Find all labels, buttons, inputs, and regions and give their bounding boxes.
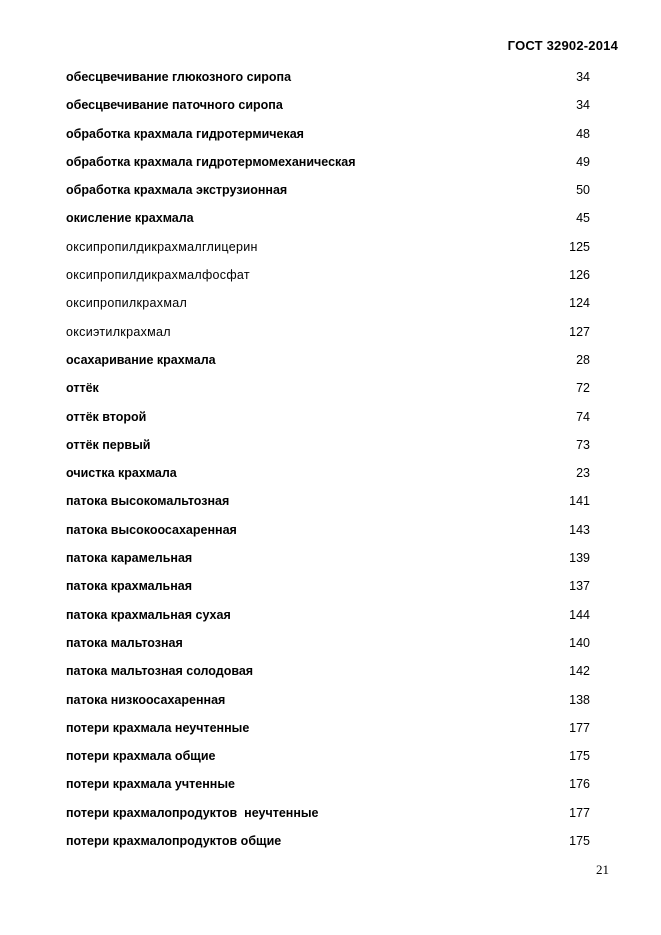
index-term: потери крахмалопродуктов неучтенные: [66, 805, 319, 820]
index-entry: [66, 293, 590, 321]
index-term: патока крахмальная сухая: [66, 607, 231, 622]
index-page-ref: 125: [569, 239, 590, 254]
index-entry: [66, 237, 590, 265]
document-code: ГОСТ 32902-2014: [507, 38, 618, 53]
index-page-ref: 144: [569, 607, 590, 622]
index-entry: [66, 95, 590, 123]
index-page-ref: 74: [576, 409, 590, 424]
index-entry: [66, 548, 590, 576]
index-page-ref: 177: [569, 805, 590, 820]
index-term: патока высокомальтозная: [66, 494, 230, 509]
index-term: оттёк второй: [66, 409, 147, 424]
index-page-ref: 175: [569, 749, 590, 764]
index-term: обесцвечивание паточного сиропа: [66, 98, 283, 113]
index-page-ref: 141: [569, 494, 590, 509]
index-term: патока мальтозная: [66, 635, 183, 650]
index-term: обработка крахмала гидротермомеханическая: [66, 154, 356, 169]
index-page-ref: 137: [569, 579, 590, 594]
index-term: окисление крахмала: [66, 211, 194, 226]
index-term: очистка крахмала: [66, 466, 177, 481]
index-page-ref: 48: [576, 126, 590, 141]
index-page-ref: 175: [569, 834, 590, 849]
index-term: осахаривание крахмала: [66, 352, 216, 367]
index-page-ref: 28: [576, 352, 590, 367]
index-page-ref: 127: [569, 324, 590, 339]
index-term: оттёк первый: [66, 437, 151, 452]
index-term: патока высокоосахаренная: [66, 522, 237, 537]
index-term: потери крахмала неучтенные: [66, 720, 250, 735]
index-page-ref: 23: [576, 466, 590, 481]
index-entry: [66, 378, 590, 406]
index-entry: [66, 831, 590, 859]
index-entry: [66, 407, 590, 435]
index-entry: [66, 491, 590, 519]
index-term: патока мальтозная солодовая: [66, 664, 254, 679]
index-entry: [66, 124, 590, 152]
index-entry: [66, 520, 590, 548]
index-term: оксипропилдикрахмалглицерин: [66, 239, 258, 254]
index-page-ref: 34: [576, 70, 590, 84]
index-term: патока карамельная: [66, 551, 193, 566]
index-entry: [66, 774, 590, 802]
index-term: оксипропилдикрахмалфосфат: [66, 268, 250, 283]
index-entry: [66, 718, 590, 746]
index-page-ref: 49: [576, 154, 590, 169]
index-entry: [66, 605, 590, 633]
index-entry: [66, 576, 590, 604]
index-page-ref: 176: [569, 777, 590, 792]
index-page-ref: 124: [569, 296, 590, 311]
alphabetical-index: [66, 67, 590, 859]
index-page-ref: 177: [569, 720, 590, 735]
index-page-ref: 126: [569, 268, 590, 283]
index-page-ref: 72: [576, 381, 590, 396]
index-entry: [66, 435, 590, 463]
index-entry: [66, 152, 590, 180]
index-entry: [66, 265, 590, 293]
index-page-ref: 45: [576, 211, 590, 226]
page-number: 21: [596, 862, 609, 877]
index-entry: [66, 690, 590, 718]
index-entry: [66, 350, 590, 378]
index-page-ref: 139: [569, 551, 590, 566]
index-page-ref: 73: [576, 437, 590, 452]
index-entry: [66, 746, 590, 774]
index-page-ref: 50: [576, 183, 590, 198]
index-term: оксиэтилкрахмал: [66, 324, 171, 339]
index-term: потери крахмала общие: [66, 749, 216, 764]
index-term: оксипропилкрахмал: [66, 296, 188, 311]
index-entry: [66, 463, 590, 491]
index-page-ref: 142: [569, 664, 590, 679]
index-entry: [66, 633, 590, 661]
index-term: потери крахмалопродуктов общие: [66, 834, 282, 849]
index-term: обесцвечивание глюкозного сиропа: [66, 70, 292, 84]
index-entry: [66, 67, 590, 95]
index-page-ref: 138: [569, 692, 590, 707]
index-entry: [66, 803, 590, 831]
index-entry: [66, 661, 590, 689]
index-page-ref: 140: [569, 635, 590, 650]
index-page-ref: 34: [576, 98, 590, 113]
index-term: обработка крахмала экструзионная: [66, 183, 288, 198]
index-entry: [66, 208, 590, 236]
index-term: патока низкоосахаренная: [66, 692, 226, 707]
index-term: патока крахмальная: [66, 579, 193, 594]
index-entry: [66, 180, 590, 208]
index-entry: [66, 322, 590, 350]
index-term: потери крахмала учтенные: [66, 777, 235, 792]
index-page-ref: 143: [569, 522, 590, 537]
index-term: оттёк: [66, 381, 99, 396]
index-term: обработка крахмала гидротермичекая: [66, 126, 304, 141]
